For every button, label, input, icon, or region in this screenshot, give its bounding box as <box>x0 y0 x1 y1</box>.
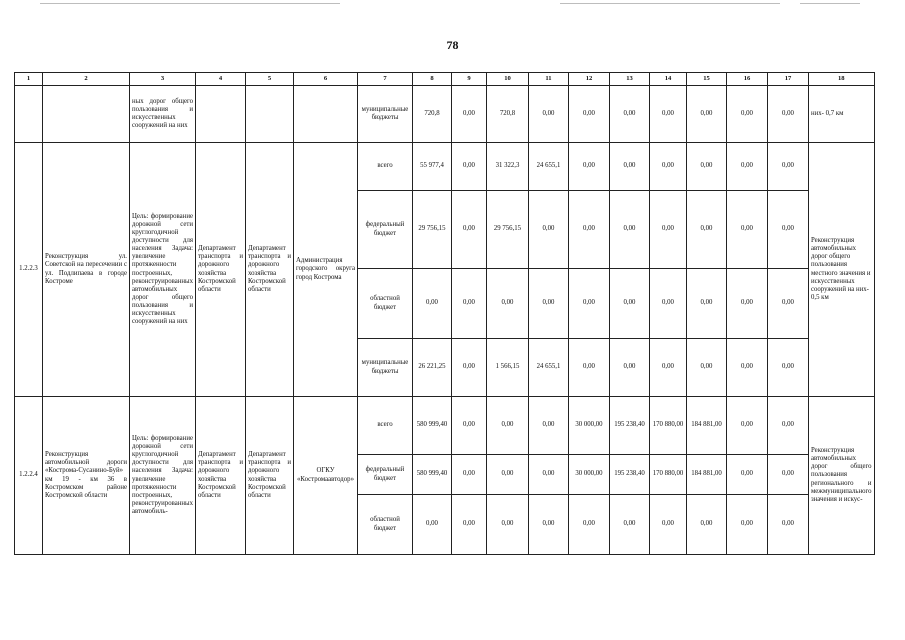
value-cell: 0,00 <box>528 455 568 495</box>
value-cell: 0,00 <box>451 269 486 339</box>
value-cell: 0,00 <box>568 143 609 191</box>
value-cell: 0,00 <box>568 339 609 397</box>
funding-source: федеральный бюджет <box>357 455 412 495</box>
value-cell: 0,00 <box>451 339 486 397</box>
value-cell: 0,00 <box>767 269 808 339</box>
column-header: 15 <box>686 73 726 86</box>
project-name: Реконструкция автомобильной дороги «Кострома-Сусанино-Буй» км 19 - км 36 в Костромском районе Костромской области <box>43 397 130 555</box>
value-cell: 0,00 <box>609 143 649 191</box>
value-cell: 0,00 <box>726 455 767 495</box>
value-cell: 0,00 <box>528 269 568 339</box>
item-number: 1.2.2.3 <box>15 143 43 397</box>
column-header: 1 <box>15 73 43 86</box>
value-cell: 0,00 <box>649 339 686 397</box>
value-cell: 0,00 <box>412 269 451 339</box>
column-header: 5 <box>245 73 293 86</box>
project-name: Реконструкция ул. Советской на пересечении с ул. Подлипаева в городе Костроме <box>43 143 130 397</box>
value-cell: 24 655,1 <box>528 143 568 191</box>
value-cell: 184 881,00 <box>686 455 726 495</box>
value-cell: 0,00 <box>486 495 528 555</box>
value-cell: 0,00 <box>726 143 767 191</box>
value-cell: 30 000,00 <box>568 455 609 495</box>
column-header: 11 <box>528 73 568 86</box>
column-header: 18 <box>808 73 874 86</box>
distributor-cell: Департамент транспорта и дорожного хозяйства Костромской области <box>245 397 293 555</box>
column-header: 2 <box>43 73 130 86</box>
value-cell: 0,00 <box>528 191 568 269</box>
value-cell: 0,00 <box>451 495 486 555</box>
budget-table <box>14 72 875 555</box>
value-cell: 0,00 <box>609 191 649 269</box>
value-cell: 24 655,1 <box>528 339 568 397</box>
funding-source: всего <box>357 397 412 455</box>
value-cell: 0,00 <box>726 339 767 397</box>
value-cell: 1 566,15 <box>486 339 528 397</box>
table-row <box>15 143 875 191</box>
value-cell: 0,00 <box>451 397 486 455</box>
value-cell: 0,00 <box>726 397 767 455</box>
value-cell: 0,00 <box>609 339 649 397</box>
value-cell: 720,8 <box>412 86 451 143</box>
goal-cell: ных дорог общего пользования и искусственных сооружений на них <box>130 86 196 143</box>
funding-source: всего <box>357 143 412 191</box>
page-number: 78 <box>446 38 459 52</box>
value-cell: 0,00 <box>486 455 528 495</box>
column-header: 8 <box>412 73 451 86</box>
scan-artifact <box>40 3 340 4</box>
value-cell: 0,00 <box>767 339 808 397</box>
column-header: 16 <box>726 73 767 86</box>
value-cell: 0,00 <box>649 86 686 143</box>
customer-cell: Департамент транспорта и дорожного хозяйства Костромской области <box>195 143 245 397</box>
result-cell: Реконструкция автомобильных дорог общего пользования местного значения и искусственных сооружений на них- 0,5 км <box>808 143 874 397</box>
value-cell: 0,00 <box>686 495 726 555</box>
value-cell: 0,00 <box>609 495 649 555</box>
value-cell: 0,00 <box>686 143 726 191</box>
funding-source: муниципальные бюджеты <box>357 339 412 397</box>
column-header: 10 <box>486 73 528 86</box>
value-cell: 0,00 <box>686 191 726 269</box>
value-cell: 184 881,00 <box>686 397 726 455</box>
column-header: 9 <box>451 73 486 86</box>
value-cell: 29 756,15 <box>486 191 528 269</box>
value-cell: 0,00 <box>767 495 808 555</box>
value-cell: 0,00 <box>528 86 568 143</box>
continuation-row <box>15 86 875 143</box>
value-cell: 0,00 <box>767 191 808 269</box>
result-cell: Реконструкция автомобильных дорог общего пользования регионального и межмуниципального значения и искус- <box>808 397 874 555</box>
column-header: 7 <box>357 73 412 86</box>
value-cell: 0,00 <box>609 86 649 143</box>
column-header: 4 <box>195 73 245 86</box>
value-cell: 31 322,3 <box>486 143 528 191</box>
value-cell: 29 756,15 <box>412 191 451 269</box>
value-cell: 0,00 <box>451 191 486 269</box>
value-cell: 0,00 <box>451 455 486 495</box>
column-header: 6 <box>293 73 357 86</box>
value-cell: 0,00 <box>686 86 726 143</box>
value-cell: 580 999,40 <box>412 455 451 495</box>
value-cell: 0,00 <box>726 86 767 143</box>
value-cell: 0,00 <box>568 86 609 143</box>
value-cell: 0,00 <box>686 339 726 397</box>
result-cell: них- 0,7 км <box>808 86 874 143</box>
value-cell: 0,00 <box>451 86 486 143</box>
value-cell: 0,00 <box>649 191 686 269</box>
value-cell: 0,00 <box>568 495 609 555</box>
value-cell: 0,00 <box>767 143 808 191</box>
value-cell: 0,00 <box>649 495 686 555</box>
funding-source: областной бюджет <box>357 269 412 339</box>
value-cell: 195 238,40 <box>609 397 649 455</box>
value-cell: 0,00 <box>767 86 808 143</box>
scan-artifact <box>560 3 780 4</box>
table-row <box>15 397 875 455</box>
value-cell: 0,00 <box>726 191 767 269</box>
value-cell: 0,00 <box>649 143 686 191</box>
value-cell: 195 238,40 <box>609 455 649 495</box>
value-cell: 0,00 <box>609 269 649 339</box>
value-cell: 0,00 <box>528 397 568 455</box>
column-header: 12 <box>568 73 609 86</box>
value-cell: 720,8 <box>486 86 528 143</box>
column-header: 3 <box>130 73 196 86</box>
value-cell: 0,00 <box>486 269 528 339</box>
value-cell: 170 880,00 <box>649 397 686 455</box>
executor-cell: ОГКУ «Костромаавтодор» <box>293 397 357 555</box>
funding-source: федеральный бюджет <box>357 191 412 269</box>
value-cell: 0,00 <box>726 495 767 555</box>
value-cell: 0,00 <box>568 191 609 269</box>
value-cell: 0,00 <box>726 269 767 339</box>
item-number: 1.2.2.4 <box>15 397 43 555</box>
distributor-cell: Департамент транспорта и дорожного хозяйства Костромской области <box>245 143 293 397</box>
column-header: 13 <box>609 73 649 86</box>
customer-cell: Департамент транспорта и дорожного хозяйства Костромской области <box>195 397 245 555</box>
goal-cell: Цель: формирование дорожной сети круглогодичной доступности для населения Задача: увеличение протяженности построенных, реконструированных автомобиль- <box>130 397 196 555</box>
value-cell: 170 880,00 <box>649 455 686 495</box>
value-cell: 26 221,25 <box>412 339 451 397</box>
value-cell: 0,00 <box>528 495 568 555</box>
value-cell: 0,00 <box>568 269 609 339</box>
scan-artifact <box>800 3 860 4</box>
column-header: 14 <box>649 73 686 86</box>
value-cell: 55 977,4 <box>412 143 451 191</box>
funding-source: областной бюджет <box>357 495 412 555</box>
column-header: 17 <box>767 73 808 86</box>
goal-cell: Цель: формирование дорожной сети круглогодичной доступности для населения Задача: увеличение протяженности построенных, реконструированных автомобильных дорог общего пользования и искусственных сооружений на них <box>130 143 196 397</box>
executor-cell: Администрация городского округа город Кострома <box>293 143 357 397</box>
value-cell: 0,00 <box>486 397 528 455</box>
funding-source: муниципальные бюджеты <box>357 86 412 143</box>
value-cell: 0,00 <box>686 269 726 339</box>
value-cell: 30 000,00 <box>568 397 609 455</box>
value-cell: 0,00 <box>649 269 686 339</box>
value-cell: 0,00 <box>767 455 808 495</box>
value-cell: 0,00 <box>412 495 451 555</box>
value-cell: 580 999,40 <box>412 397 451 455</box>
column-number-row <box>15 73 875 86</box>
value-cell: 0,00 <box>767 397 808 455</box>
value-cell: 0,00 <box>451 143 486 191</box>
